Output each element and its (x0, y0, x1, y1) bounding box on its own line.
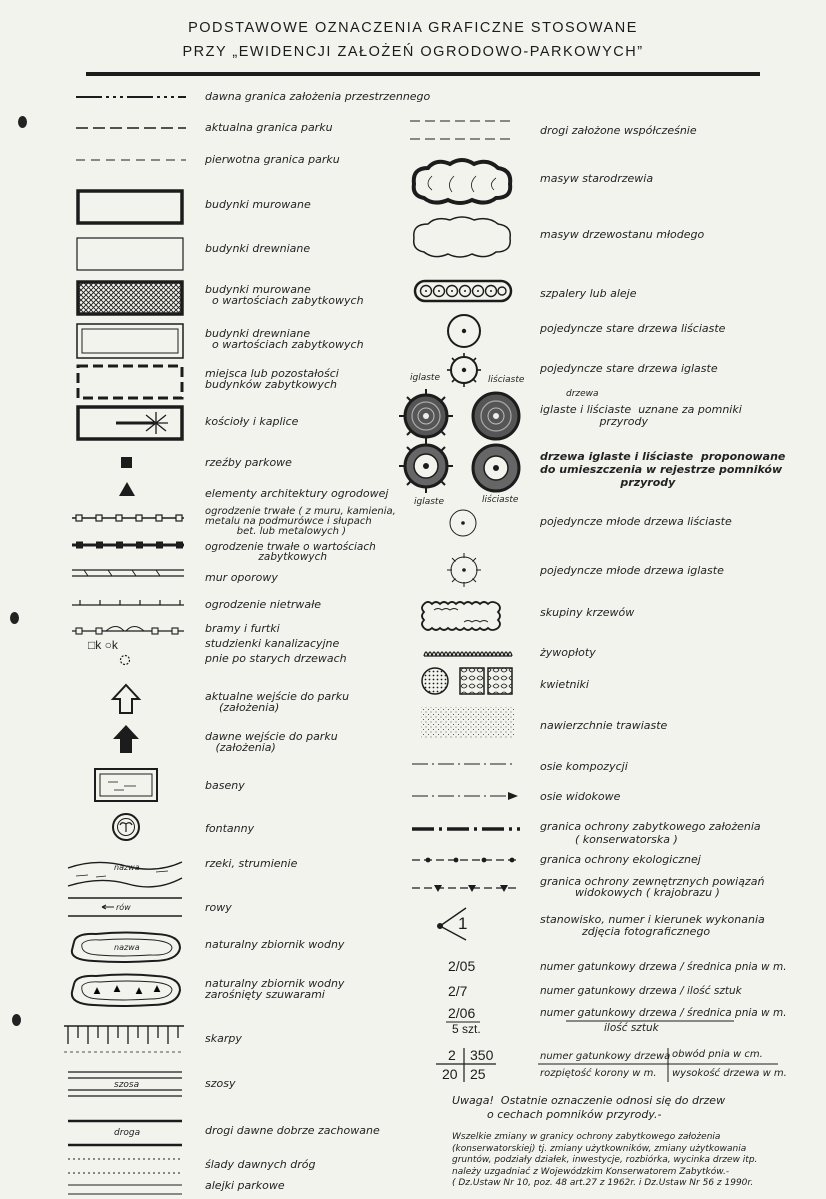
landscape-protection-line-icon (412, 883, 520, 895)
legend-label: drzewa iglaste i liściaste proponowane do umieszczenia w rejestrze pomników przyrody (540, 450, 786, 489)
double-rectangle-icon (76, 323, 184, 359)
lawn-icon (420, 706, 516, 740)
legend-label: bramy i furtki (205, 622, 280, 635)
legend-label: skupiny krzewów (540, 606, 635, 619)
tree-code-bl: 20 (442, 1066, 458, 1082)
flowerbed-icon (420, 666, 520, 696)
tree-code-label: obwód pnia w cm. (672, 1049, 763, 1060)
legend-label: rzeźby parkowe (205, 456, 292, 469)
tree-code-sub: 5 szt. (452, 1022, 481, 1036)
legend-label: budynki murowane o wartościach zabytkowych (205, 283, 364, 307)
legend-label: granica ochrony zewnętrznych powiązań widokowych ( krajobrazu ) (540, 875, 765, 899)
proposed-monument-deciduous-icon (470, 442, 522, 494)
legend-label: kościoły i kaplice (205, 415, 299, 428)
filled-arrow-icon (112, 724, 140, 754)
legend-label: masyw drzewostanu młodego (540, 228, 705, 241)
legend-label: pojedyncze stare drzewa iglaste (540, 362, 718, 375)
park-path-icon (66, 1182, 184, 1196)
legend-label: baseny (205, 779, 245, 792)
overgrown-pond-icon (66, 972, 184, 1008)
title-rule (86, 72, 760, 76)
legend-label: stanowisko, numer i kierunek wykonania zdjęcia fotograficznego (540, 913, 765, 938)
old-conifer-tree-icon (446, 352, 482, 388)
fraction-rule (566, 1020, 734, 1022)
shrub-group-icon (420, 598, 502, 634)
legend-label: osie widokowe (540, 790, 621, 803)
tree-code-tl: 2 (448, 1047, 456, 1063)
tree-code-label: numer gatunkowy drzewa / średnica pnia w m. (540, 961, 787, 973)
temporary-fence-icon (72, 598, 184, 608)
fountain-icon (111, 812, 141, 842)
legend-label: ogrodzenie nietrwałe (205, 598, 322, 611)
tree-code-tr: 350 (470, 1047, 494, 1063)
tree-code-label2: ilość sztuk (604, 1022, 659, 1034)
legend-label: rowy (205, 901, 232, 914)
old-road-marker: droga (114, 1128, 141, 1138)
dashed-line-icon (76, 125, 186, 131)
legend-label: osie kompozycji (540, 760, 628, 773)
legend-label: aktualna granica parku (205, 121, 333, 134)
tree-code-br: 25 (470, 1066, 486, 1082)
legend-label: kwietniki (540, 678, 589, 691)
tree-code-label: numer gatunkowy drzewa (540, 1051, 671, 1062)
tree-code-label: wysokość drzewa w m. (672, 1068, 787, 1079)
old-forest-icon (410, 158, 514, 206)
retaining-wall-icon (72, 568, 184, 578)
binder-hole (18, 116, 27, 128)
ditch-marker: rów (116, 903, 131, 912)
photo-position-icon (436, 906, 476, 942)
hatched-rectangle-icon (76, 280, 184, 316)
tree-code-label: numer gatunkowy drzewa / ilość sztuk (540, 985, 742, 997)
fence-line-icon (72, 513, 184, 523)
legend-label: naturalny zbiornik wodny zarośnięty szuwarami (205, 977, 345, 1001)
modern-road-icon (410, 118, 510, 142)
proposed-monument-conifer-icon (398, 438, 454, 494)
legend-label: ogrodzenie trwałe ( z muru, kamienia, metalu na podmurówce i słupach bet. lub metalowych ) (205, 506, 396, 537)
legend-label: pnie po starych drzewach (205, 652, 347, 665)
old-deciduous-tree-icon (446, 313, 482, 349)
alley-icon (414, 280, 512, 302)
monument-conifer-icon (398, 388, 454, 444)
pond-marker: nazwa (114, 943, 140, 952)
legend-label: skarpy (205, 1032, 242, 1045)
view-axis-icon (412, 791, 520, 801)
legend-label: mur oporowy (205, 571, 278, 584)
legend-label: granica ochrony zabytkowego założenia ( konserwatorska ) (540, 820, 761, 846)
legend-label: pierwotna granica parku (205, 153, 340, 166)
tree-code-label: rozpiętość korony w m. (540, 1068, 657, 1079)
legend-label: rzeki, strumienie (205, 857, 298, 870)
deciduous-tag: liściaste (482, 495, 519, 505)
legend-label: dawne wejście do parku (założenia) (205, 730, 338, 754)
escarpment-icon (62, 1024, 186, 1054)
thin-rectangle-icon (76, 237, 184, 271)
legend-label: drogi założone współcześnie (540, 124, 697, 137)
deciduous-tag: liściaste (488, 375, 525, 385)
dashed-rectangle-icon (76, 364, 184, 400)
binder-hole (12, 1014, 21, 1026)
note-monument-trees: Uwaga! Ostatnie oznaczenie odnosi się do drzew o cechach pomników przyrody.- (452, 1094, 726, 1121)
tree-code-label: numer gatunkowy drzewa / średnica pnia w m. (540, 1007, 787, 1019)
legend-label: masyw starodrzewia (540, 172, 654, 185)
pool-icon (94, 768, 158, 802)
thin-dashed-line-icon (76, 157, 186, 163)
fraction-cross (436, 1046, 496, 1084)
tree-code: 2/05 (448, 958, 476, 974)
conifer-tag: iglaste (414, 497, 444, 507)
stump-icon (119, 654, 131, 666)
ecological-protection-line-icon (412, 855, 520, 865)
legend-label: pojedyncze młode drzewa liściaste (540, 515, 732, 528)
legend-label: aktualne wejście do parku (założenia) (205, 690, 350, 714)
legend-label: pojedyncze stare drzewa liściaste (540, 322, 726, 335)
composition-axis-icon (412, 760, 516, 768)
tree-code: 2/06 (448, 1005, 476, 1021)
tree-word-label: drzewa (566, 389, 599, 399)
manhole-marker: □k ○k (88, 638, 118, 652)
dash-dot-line-icon (76, 94, 186, 100)
tree-code: 2/7 (448, 983, 468, 999)
sunken-road-marker: szosa (114, 1080, 140, 1090)
legend-label: budynki drewniane o wartościach zabytkowych (205, 327, 364, 351)
legend-label: studzienki kanalizacyjne (205, 637, 340, 650)
square-icon (121, 457, 133, 469)
photo-number: 1 (458, 914, 468, 933)
legend-label: nawierzchnie trawiaste (540, 719, 668, 732)
triangle-icon (118, 481, 136, 497)
page-title-line1: PODSTAWOWE OZNACZENIA GRAFICZNE STOSOWANE (188, 20, 638, 36)
young-forest-icon (410, 214, 514, 260)
outline-arrow-icon (112, 684, 140, 714)
hedge-icon (422, 646, 514, 658)
young-deciduous-tree-icon (448, 508, 478, 538)
page-title-line2: PRZY „EWIDENCJI ZAŁOŻEŃ OGRODOWO-PARKOWYCH” (182, 44, 644, 60)
legend-label: iglaste i liściaste uznane za pomniki przyrody (540, 403, 742, 428)
legend-label: szpalery lub aleje (540, 287, 637, 300)
legend-label: budynki drewniane (205, 242, 311, 255)
heritage-protection-line-icon (412, 825, 520, 833)
legend-label: pojedyncze młode drzewa iglaste (540, 564, 724, 577)
legend-label: dawna granica założenia przestrzennego (205, 90, 431, 103)
conifer-tag: iglaste (410, 373, 440, 383)
young-conifer-tree-icon (446, 552, 482, 588)
road-trace-icon (66, 1156, 184, 1176)
heavy-fence-line-icon (72, 540, 184, 550)
legend-label: miejsca lub pozostałości budynków zabytkowych (205, 367, 339, 391)
legend-label: szosy (205, 1077, 236, 1090)
legend-label: żywopłoty (540, 646, 596, 659)
legend-label: ogrodzenie trwałe o wartościach zabytkowych (205, 541, 376, 563)
gate-line-icon (72, 624, 184, 636)
legend-label: drogi dawne dobrze zachowane (205, 1124, 380, 1137)
legend-label: elementy architektury ogrodowej (205, 487, 389, 500)
thick-rectangle-icon (76, 189, 184, 225)
legend-label: fontanny (205, 822, 255, 835)
note-conservation: Wszelkie zmiany w granicy ochrony zabytkowego założenia (konserwatorskiej) tj. zmiany użytkowników, zmiany użytkowania gruntów, podziały działek, inwestycje, rozbiórka, wycinka drzew itp. należy uzgadniać z Wojewódzkim Konserwatorem Zabytków.- ( Dz.Ustaw Nr 10, poz. 48 art.27 z 1962r. i Dz.Ustaw Nr 56 z 1990r. (452, 1132, 758, 1188)
legend-label: naturalny zbiornik wodny (205, 938, 345, 951)
church-rectangle-icon (76, 405, 184, 441)
legend-label: ślady dawnych dróg (205, 1158, 316, 1171)
fraction-cross (538, 1046, 778, 1084)
binder-hole (10, 612, 19, 624)
legend-label: granica ochrony ekologicznej (540, 853, 701, 866)
legend-label: alejki parkowe (205, 1179, 285, 1192)
monument-deciduous-icon (470, 390, 522, 442)
river-marker: nazwa (114, 863, 140, 872)
legend-label: budynki murowane (205, 198, 311, 211)
